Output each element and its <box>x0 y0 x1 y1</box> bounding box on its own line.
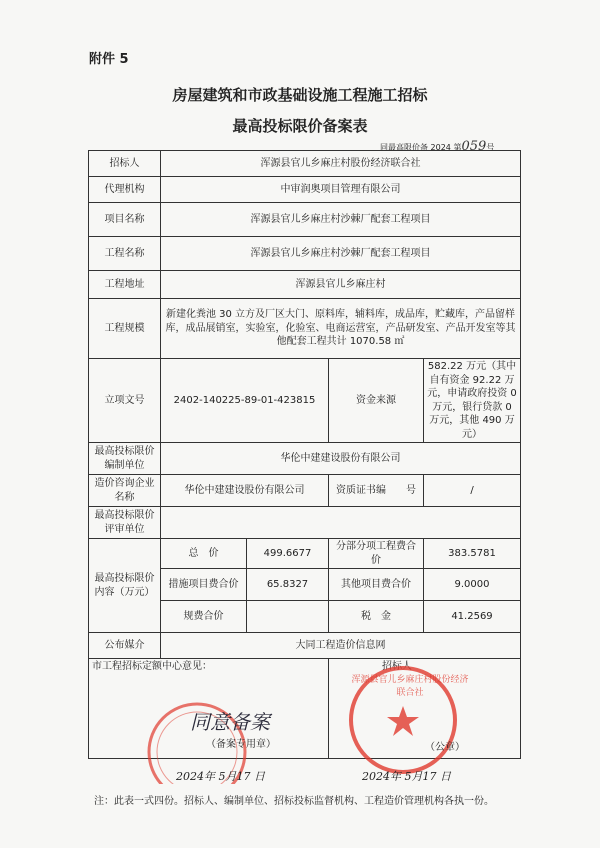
value-media: 大同工程造价信息网 <box>161 633 521 659</box>
doc-title-line1: 房屋建筑和市政基础设施工程施工招标 <box>172 86 428 104</box>
footnote: 注：此表一式四份。招标人、编制单位、招标投标监督机构、工程造价管理机构各执一份。 <box>94 796 494 807</box>
label-scale: 工程规模 <box>89 299 161 359</box>
doc-title-line2: 最高投标限价备案表 <box>232 117 368 135</box>
label-tenderer: 招标人 <box>89 151 161 177</box>
value-scale: 新建化粪池 30 立方及厂区大门、原料库，辅料库，成品库，贮藏库，产品留样库，成品展销室，实验室，化验室、电商运营室，产品研发室、产品开发室等其他配套工程共计 1070.58 ㎡ <box>161 299 521 359</box>
label-subitem: 分部分项工程费合价 <box>329 539 424 569</box>
row-scale <box>89 299 521 359</box>
label-approval: 立项文号 <box>89 359 161 443</box>
label-cert-no: 资质证书编 号 <box>329 475 424 507</box>
label-fund-source: 资金来源 <box>329 359 424 443</box>
row-agency <box>89 177 521 203</box>
approval-signature: 同意备案 <box>190 710 270 734</box>
value-work-name: 浑源县官儿乡麻庄村沙棘厂配套工程项目 <box>161 237 521 271</box>
row-compiler <box>89 443 521 475</box>
value-other: 9.0000 <box>424 569 521 601</box>
opinion-center-label: 市工程招标定额中心意见： <box>92 661 212 672</box>
row-project-name <box>89 203 521 237</box>
row-reviewer <box>89 507 521 539</box>
label-work-name: 工程名称 <box>89 237 161 271</box>
value-tenderer: 浑源县官儿乡麻庄村股份经济联合社 <box>161 151 521 177</box>
label-other: 其他项目费合价 <box>329 569 424 601</box>
value-fee <box>247 601 329 633</box>
label-consult: 造价咨询企业名称 <box>89 475 161 507</box>
value-measure: 65.8327 <box>247 569 329 601</box>
value-reviewer <box>161 507 521 539</box>
label-tax: 税 金 <box>329 601 424 633</box>
value-fund-source: 582.22 万元（其中自有资金 92.22 万元，申请政府投资 0 万元，银行贷款 0 万元，其他 490 万元） <box>424 359 521 443</box>
record-no-handwritten: 059 <box>461 139 487 154</box>
label-project-name: 项目名称 <box>89 203 161 237</box>
label-media: 公布媒介 <box>89 633 161 659</box>
label-measure: 措施项目费合价 <box>161 569 247 601</box>
row-consult <box>89 475 521 507</box>
row-approval <box>89 359 521 443</box>
row-media <box>89 633 521 659</box>
value-tax: 41.2569 <box>424 601 521 633</box>
label-fee: 规费合价 <box>161 601 247 633</box>
record-suffix: 号 <box>486 143 495 152</box>
tenderer-stamp-text: 浑源县官儿乡麻庄村股份经济联合社 <box>351 675 469 698</box>
center-date: 2024年 5月17 日 <box>176 770 265 783</box>
value-cert-no: / <box>424 475 521 507</box>
value-consult: 华伦中建建设股份有限公司 <box>161 475 329 507</box>
row-total <box>89 539 521 569</box>
attachment-label: 附件 5 <box>89 52 129 67</box>
value-address: 浑源县官儿乡麻庄村 <box>161 271 521 299</box>
label-compiler: 最高投标限价编制单位 <box>89 443 161 475</box>
tenderer-date: 2024年 5月17 日 <box>362 770 451 783</box>
label-total: 总 价 <box>161 539 247 569</box>
label-address: 工程地址 <box>89 271 161 299</box>
filing-seal-note: （备案专用章） <box>206 739 276 750</box>
value-project-name: 浑源县官儿乡麻庄村沙棘厂配套工程项目 <box>161 203 521 237</box>
label-reviewer: 最高投标限价评审单位 <box>89 507 161 539</box>
row-address <box>89 271 521 299</box>
value-approval: 2402-140225-89-01-423815 <box>161 359 329 443</box>
tenderer-seal-note: （公章） <box>425 742 465 753</box>
label-agency: 代理机构 <box>89 177 161 203</box>
value-compiler: 华伦中建建设股份有限公司 <box>161 443 521 475</box>
record-prefix: 同最高限价备 2024 第 <box>380 143 462 152</box>
value-agency: 中审润奥项目管理有限公司 <box>161 177 521 203</box>
row-tenderer <box>89 151 521 177</box>
row-work-name <box>89 237 521 271</box>
value-subitem: 383.5781 <box>424 539 521 569</box>
label-content: 最高投标限价内容（万元） <box>89 539 161 633</box>
value-total: 499.6677 <box>247 539 329 569</box>
opinion-tenderer-label: 招标人 <box>382 661 412 672</box>
